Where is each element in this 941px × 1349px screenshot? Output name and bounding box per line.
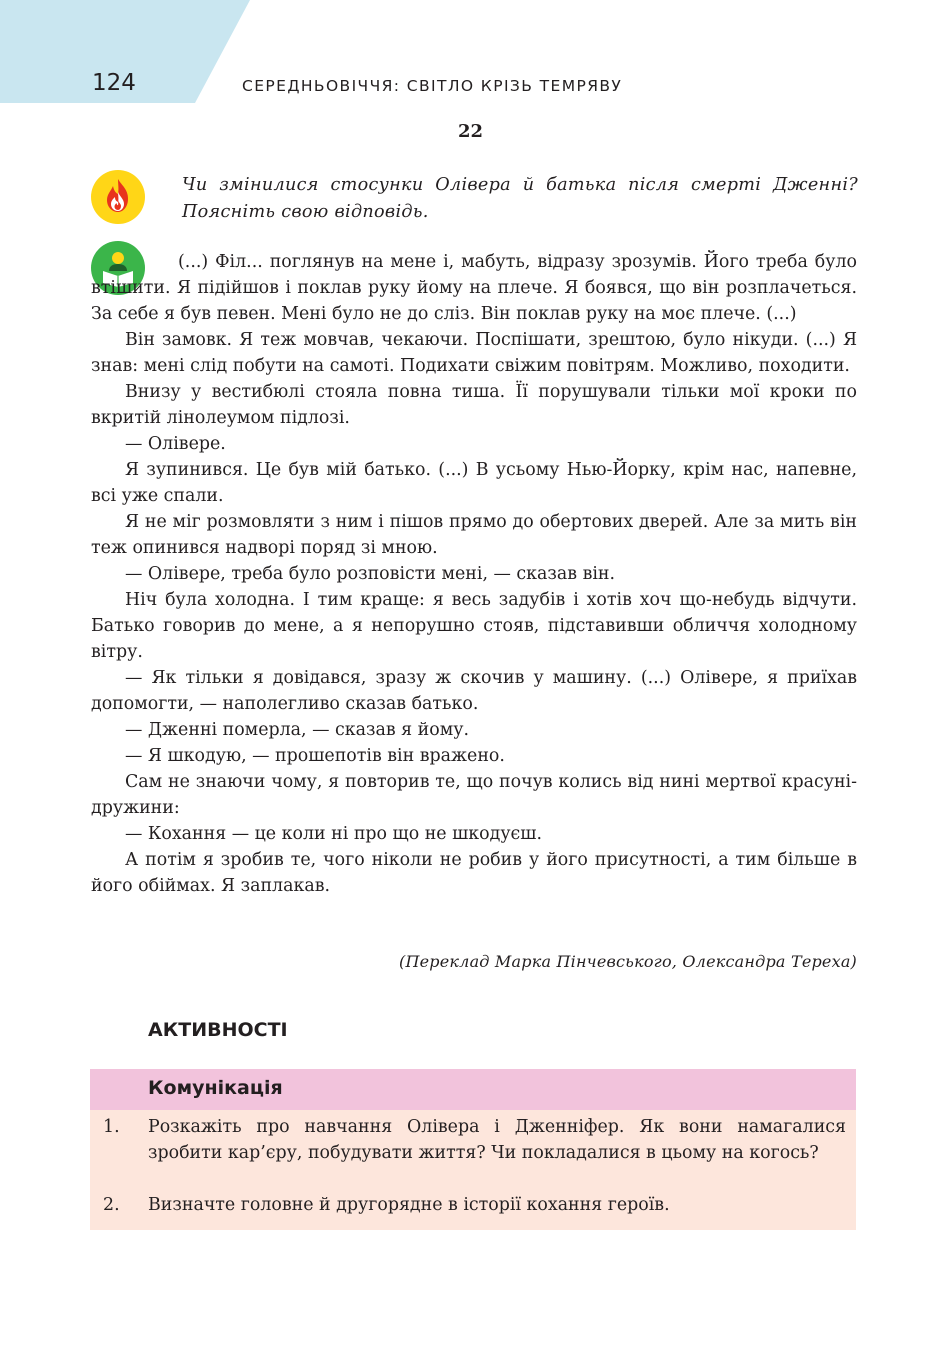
excerpt-paragraph: — Як тільки я довідався, зразу ж скочив у машину. (...) Олівере, я приїхав допомогти, — наполегливо сказав батько. <box>91 668 857 714</box>
page-number: 124 <box>92 70 136 96</box>
excerpt-paragraph: Він замовк. Я теж мовчав, чекаючи. Поспішати, зрештою, було нікуди. (...) Я знав: мені слід побути на самоті. Подихати свіжим повітрям. Можливо, походити. <box>91 330 857 376</box>
communication-tasks <box>90 1110 856 1230</box>
communication-header <box>90 1069 856 1110</box>
excerpt-paragraph: Я зупинився. Це був мій батько. (...) В усьому Нью-Йорку, крім нас, напевне, всі уже спали. <box>91 460 857 506</box>
excerpt-paragraph: Я не міг розмовляти з ним і пішов прямо до обертових дверей. Але за мить він теж опинився надворі поряд зі мною. <box>91 512 857 558</box>
activities-heading: АКТИВНОСТІ <box>148 1019 288 1041</box>
excerpt-paragraph: — Олівере. <box>125 434 226 454</box>
excerpt-paragraph: — Я шкодую, — прошепотів він вражено. <box>125 746 505 766</box>
excerpt-paragraph: Ніч була холодна. І тим краще: я весь задубів і хотів хоч що-небудь відчути. Батько говорив до мене, а я непорушно стояв, підставивши обличчя холодному вітру. <box>91 590 857 662</box>
task-text: Визначте головне й другорядне в історії кохання героїв. <box>148 1195 670 1215</box>
novel-excerpt <box>91 249 857 899</box>
task-number: 1. <box>103 1117 120 1137</box>
running-head: СЕРЕДНЬОВІЧЧЯ: СВІТЛО КРІЗЬ ТЕМРЯВУ <box>242 77 623 95</box>
discussion-question: Чи змінилися стосунки Олівера й батька після смерті Дженні? Поясніть свою відповідь. <box>182 175 858 222</box>
fire-icon <box>91 170 145 224</box>
excerpt-paragraph: — Олівере, треба було розповісти мені, — сказав він. <box>125 564 616 584</box>
task-number: 2. <box>103 1195 120 1215</box>
excerpt-paragraph: (...) Філ... поглянув на мене і, мабуть, відразу зрозумів. Його треба було втішити. Я підійшов і поклав руку йому на плече. Я боявся, що він розплачеться. За себе я був певен. Мені було не до сліз. Він поклав руку на моє плече. (...) <box>91 252 857 324</box>
excerpt-paragraph: — Дженні померла, — сказав я йому. <box>125 720 470 740</box>
excerpt-paragraph: Внизу у вестибюлі стояла повна тиша. Її порушували тільки мої кроки по вкритій лінолеумом підлозі. <box>91 382 857 428</box>
excerpt-paragraph: А потім я зробив те, чого ніколи не робив у його присутності, а тим більше в його обіймах. Я заплакав. <box>91 850 857 896</box>
task-text: Розкажіть про навчання Олівера і Дженніфер. Як вони намагалися зробити кар’єру, побудувати життя? Чи покладалися в цьому на когось? <box>148 1117 846 1163</box>
translation-credit: (Переклад Марка Пінчевського, Олександра Тереха) <box>399 952 857 971</box>
section-number: 22 <box>457 121 484 142</box>
excerpt-paragraph: — Кохання — це коли ні про що не шкодуєш. <box>125 824 542 844</box>
communication-title: Комунікація <box>148 1077 283 1099</box>
excerpt-paragraph: Сам не знаючи чому, я повторив те, що почув колись від нині мертвої красуні-дружини: <box>91 772 857 818</box>
